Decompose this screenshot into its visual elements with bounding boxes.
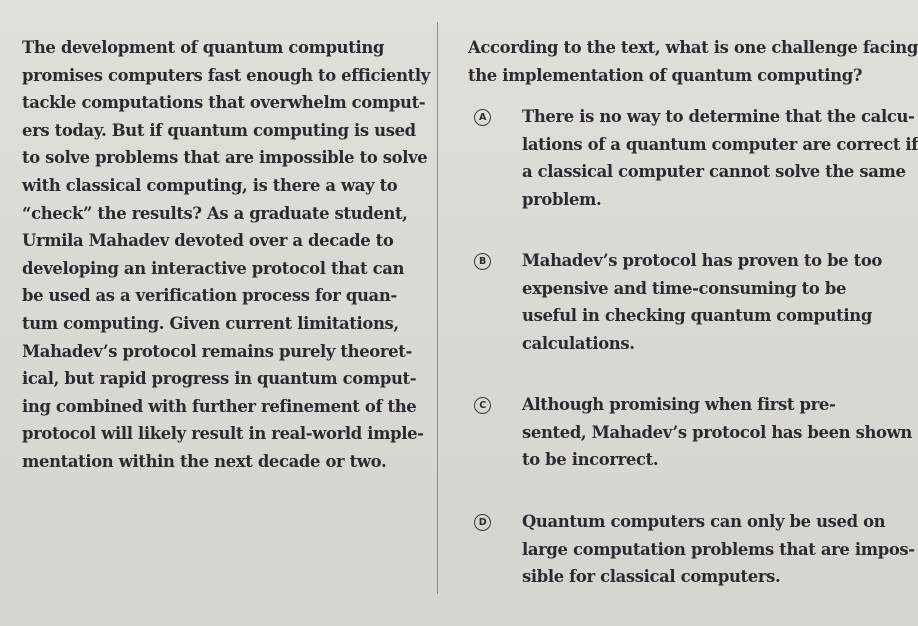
passage-line: promises computers fast enough to efficiently <box>22 65 430 85</box>
option-a-text <box>522 103 918 213</box>
question-line: the implementation of quantum computing? <box>468 65 863 85</box>
option-line: useful in checking quantum computing <box>522 306 872 326</box>
option-line: sible for classical computers. <box>522 567 781 587</box>
option-line: expensive and time-consuming to be <box>522 278 847 298</box>
column-divider <box>437 22 438 594</box>
option-line: Mahadev’s protocol has proven to be too <box>522 251 882 270</box>
option-line: calculations. <box>522 333 635 353</box>
question-line: According to the text, what is one challenge facing <box>468 38 918 57</box>
passage-line: Urmila Mahadev devoted over a decade to <box>22 231 394 251</box>
option-line: Although promising when first pre- <box>522 395 836 414</box>
option-b-text <box>522 247 882 357</box>
option-line: problem. <box>522 189 602 209</box>
option-line: large computation problems that are impos- <box>522 539 915 559</box>
option-line: Quantum computers can only be used on <box>522 512 886 531</box>
passage-line: Mahadev’s protocol remains purely theoret- <box>22 341 412 361</box>
option-c-text <box>522 391 912 474</box>
option-line: a classical computer cannot solve the same <box>522 162 906 182</box>
option-b-bubble[interactable]: B <box>474 253 491 270</box>
passage-line: mentation within the next decade or two. <box>22 451 387 471</box>
option-d-bubble[interactable]: D <box>474 514 491 531</box>
option-d-text <box>522 508 915 591</box>
passage-line: “check” the results? As a graduate student, <box>22 203 408 223</box>
passage-line: to solve problems that are impossible to solve <box>22 148 428 168</box>
option-line: There is no way to determine that the calcu- <box>522 107 915 126</box>
passage-line: tum computing. Given current limitations, <box>22 313 399 333</box>
passage-line: ing combined with further refinement of the <box>22 396 417 416</box>
passage-line: ers today. But if quantum computing is used <box>22 120 416 140</box>
option-line: sented, Mahadev’s protocol has been shown <box>522 422 912 442</box>
question-stem <box>468 34 918 89</box>
passage-line: be used as a verification process for quan- <box>22 286 397 306</box>
passage-line: ical, but rapid progress in quantum comput- <box>22 369 417 389</box>
reading-passage <box>22 34 430 476</box>
option-c-bubble[interactable]: C <box>474 397 491 414</box>
option-line: lations of a quantum computer are correct if <box>522 134 918 154</box>
passage-line: with classical computing, is there a way to <box>22 175 398 195</box>
passage-line: protocol will likely result in real-world imple- <box>22 424 424 444</box>
option-line: to be incorrect. <box>522 450 659 470</box>
passage-line: The development of quantum computing <box>22 38 385 57</box>
passage-line: developing an interactive protocol that can <box>22 258 405 278</box>
passage-line: tackle computations that overwhelm comput- <box>22 93 426 113</box>
option-a-bubble[interactable]: A <box>474 109 491 126</box>
